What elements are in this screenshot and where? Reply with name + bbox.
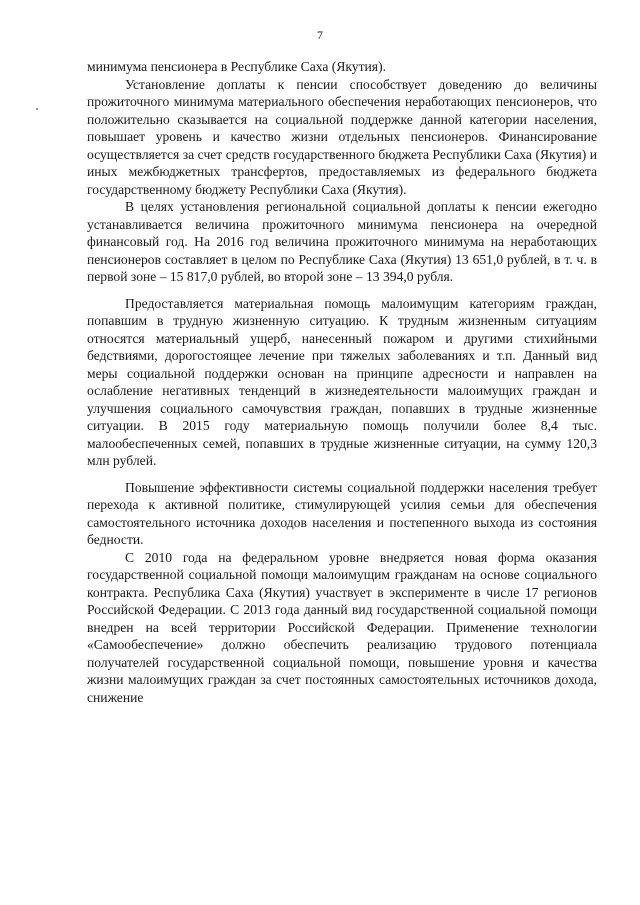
paragraph-social-contract: С 2010 года на федеральном уровне внедряется новая форма оказания государственной социальной помощи малоимущим гражданам на основе социального контракта. Республика Саха (Якутия) участвует в эксперименте в числе 17 регионов Российской Федерации. С 2013 года данный вид государственной социальной помощи внедрен на всей территории Российской Федерации. Применение технологии «Самообеспечение» должно обеспечить реализацию трудового потенциала получателей государственной социальной помощи, повышение уровня и качества жизни малоимущих граждан за счет постоянных самостоятельных источников дохода, снижение — [87, 549, 597, 705]
paragraph-gap — [87, 470, 597, 479]
paragraph-efficiency: Повышение эффективности системы социальной поддержки населения требует перехода к активной политике, стимулирующей усилия семьи для обеспечения самостоятельного источника доходов населения и постепенного выхода из состояния бедности. — [87, 479, 597, 547]
paragraph-material-assistance: Предоставляется материальная помощь малоимущим категориям граждан, попавшим в трудную жизненную ситуацию. К трудным жизненным ситуациям относятся материальный ущерб, нанесенный пожаром и другими стихийными бедствиями, дорогостоящее лечение при тяжелых заболеваниях и т.п. Данный вид меры социальной поддержки основан на принципе адресности и направлен на ослабление негативных тенденций в жизнедеятельности малоимущих граждан и улучшения социального самочувствия граждан, попавших в трудные жизненные ситуации. В 2015 году материальную помощь получили более 8,4 тыс. малообеспеченных семей, попавших в трудные жизненные ситуации, на сумму 120,3 млн рублей. — [87, 295, 597, 468]
document-body — [87, 58, 597, 706]
page-number: 7 — [317, 28, 323, 42]
paragraph-subsistence-minimum: В целях установления региональной социальной доплаты к пенсии ежегодно устанавливается величина прожиточного минимума пенсионера на очередной финансовый год. На 2016 год величина прожиточного минимума на неработающих пенсионеров составляет в целом по Республике Саха (Якутия) 13 651,0 рублей, в т. ч. в первой зоне – 15 817,0 рублей, во второй зоне – 13 394,0 рубля. — [87, 199, 597, 284]
paragraph-continuation: минимума пенсионера в Республике Саха (Якутия). — [87, 59, 386, 74]
margin-mark — [36, 108, 38, 110]
paragraph-gap — [87, 286, 597, 295]
paragraph-pension-supplement: Установление доплаты к пенсии способствует доведению до величины прожиточного минимума материального обеспечения неработающих пенсионеров, что положительно сказывается на социальной поддержке данной категории населения, повышает уровень и качество жизни отдельных пенсионеров. Финансирование осуществляется за счет средств государственного бюджета Республики Саха (Якутия) и иных межбюджетных трансфертов, предоставляемых из федерального бюджета государственному бюджету Республики Саха (Якутия). — [87, 76, 597, 197]
